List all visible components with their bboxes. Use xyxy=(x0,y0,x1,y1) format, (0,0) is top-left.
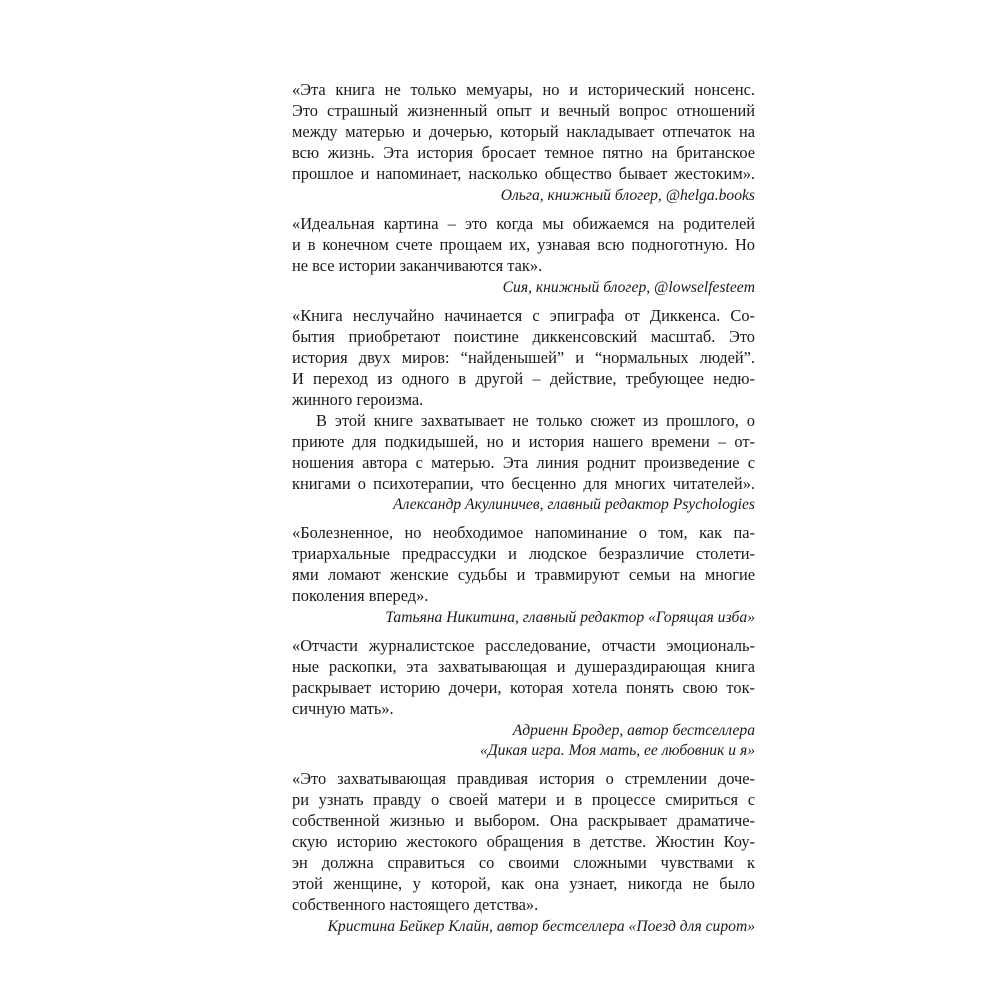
review-attribution: Ольга, книжный блогер, @helga.books xyxy=(500,187,755,204)
review-line: не все истории заканчиваются так». xyxy=(292,256,543,275)
review-line: между матерью и дочерью, который накладывает отпечаток на xyxy=(292,122,755,141)
review-line: приюте для подкидышей, но и история нашего времени – от- xyxy=(292,432,755,451)
review-line: история двух миров: “найденышей” и “нормальных людей”. xyxy=(292,348,755,367)
review-line: и в конечном счете прощаем их, узнавая всю подноготную. Но xyxy=(292,235,755,254)
review-attribution: Сия, книжный блогер, @lowselfesteem xyxy=(502,279,755,296)
review-line: собственного настоящего детства». xyxy=(292,895,539,914)
review-line: Это страшный жизненный опыт и вечный вопрос отношений xyxy=(292,101,755,120)
review-attribution: Александр Акулиничев, главный редактор Psychologies xyxy=(393,496,755,513)
review-line: собственной жизнью и выбором. Она раскрывает драматиче- xyxy=(292,811,755,830)
review-line: скую историю жестокого обращения в детстве. Жюстин Коу- xyxy=(292,832,755,851)
review-line: эн должна справиться со своими сложными чувствами к xyxy=(292,853,755,872)
review-line: всю жизнь. Эта история бросает темное пятно на британское xyxy=(292,143,755,162)
review-attribution: Кристина Бейкер Клайн, автор бестселлера «Поезд для сирот» xyxy=(327,918,755,935)
review-line: «Эта книга не только мемуары, но и исторический нонсенс. xyxy=(292,80,755,99)
review-line: «Идеальная картина – это когда мы обижаемся на родителей xyxy=(292,214,755,233)
review-line: книгами о психотерапии, что бесценно для многих читателей». xyxy=(292,474,755,493)
review-attribution: Татьяна Никитина, главный редактор «Горящая изба» xyxy=(385,609,755,626)
review-line: сичную мать». xyxy=(292,699,394,718)
review-line: триархальные предрассудки и людское безразличие столети- xyxy=(292,544,755,563)
review-line: ри узнать правду о своей матери и в процессе смириться с xyxy=(292,790,755,809)
review-line: бытия приобретают поистине диккенсовский масштаб. Это xyxy=(292,327,755,346)
review-line: И переход из одного в другой – действие, требующее недю- xyxy=(292,369,755,388)
review-attribution: «Дикая игра. Моя мать, ее любовник и я» xyxy=(479,742,755,759)
review-line: «Это захватывающая правдивая история о стремлении доче- xyxy=(292,769,755,788)
review-line: «Книга неслучайно начинается с эпиграфа от Диккенса. Со- xyxy=(292,306,755,325)
review-line: «Болезненное, но необходимое напоминание о том, как па- xyxy=(292,523,755,542)
review-attribution: Адриенн Бродер, автор бестселлера xyxy=(512,722,755,739)
review-line: этой женщине, у которой, как она узнает, никогда не было xyxy=(292,874,755,893)
review-line: жинного героизма. xyxy=(292,390,424,409)
review-line: «Отчасти журналистское расследование, отчасти эмоциональ- xyxy=(292,636,755,655)
review-line: В этой книге захватывает не только сюжет из прошлого, о xyxy=(316,411,755,430)
review-line: ные раскопки, эта захватывающая и душераздирающая книга xyxy=(292,657,755,676)
review-line: раскрывает историю дочери, которая хотела понять свою ток- xyxy=(292,678,755,697)
review-line: поколения вперед». xyxy=(292,586,429,605)
review-line: ношения автора с матерью. Эта линия роднит произведение с xyxy=(292,453,755,472)
review-line: прошлое и напоминает, насколько общество бывает жестоким». xyxy=(292,164,755,183)
review-line: ями ломают женские судьбы и травмируют семьи на многие xyxy=(292,565,755,584)
